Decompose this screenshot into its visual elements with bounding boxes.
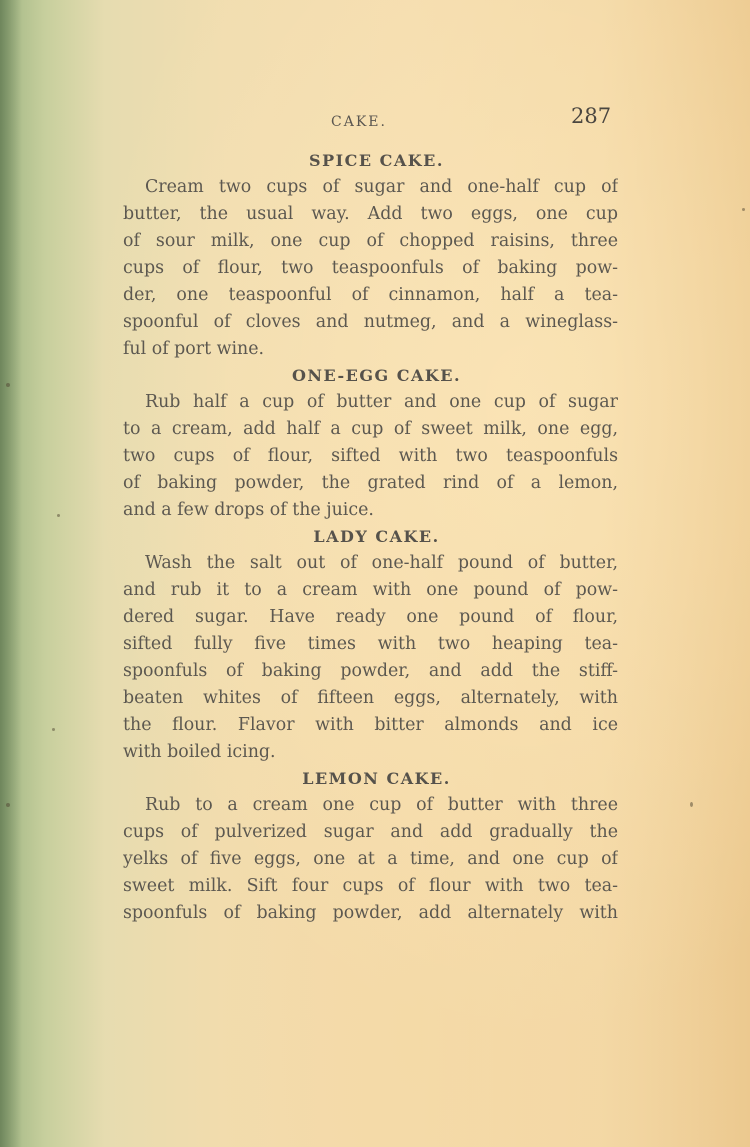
page-spine-shadow [0, 0, 22, 1147]
paper-speck [52, 728, 55, 731]
text-line: with boiled icing. [123, 742, 276, 762]
text-line: cups of pulverized sugar and add gradually the [123, 822, 618, 842]
text-line: and rub it to a cream with one pound of pow- [123, 580, 618, 600]
text-line: beaten whites of fifteen eggs, alternately, with [123, 688, 618, 708]
recipe-title: LADY CAKE. [313, 527, 440, 546]
recipe-text [123, 792, 618, 927]
paper-speck [57, 514, 60, 517]
text-line: ful of port wine. [123, 339, 265, 359]
recipe-title: SPICE CAKE. [309, 151, 444, 170]
paper-speck [6, 383, 10, 387]
text-line: of sour milk, one cup of chopped raisins, three [123, 231, 618, 251]
text-line: Rub half a cup of butter and one cup of sugar [145, 392, 618, 412]
recipe-text [123, 174, 618, 363]
recipe-text [123, 389, 618, 524]
recipe-title: LEMON CAKE. [302, 769, 451, 788]
running-head: CAKE. [331, 114, 387, 130]
paper-speck [6, 803, 10, 807]
text-line: Cream two cups of sugar and one-half cup of [145, 177, 618, 197]
paper-speck [690, 802, 693, 807]
recipe-lady-cake [123, 524, 618, 766]
text-line: sweet milk. Sift four cups of flour with two tea- [123, 876, 618, 896]
text-line: spoonfuls of baking powder, and add the stiff- [123, 661, 618, 681]
recipe-spice-cake [123, 148, 618, 363]
text-line: Wash the salt out of one-half pound of butter, [145, 553, 618, 573]
text-line: der, one teaspoonful of cinnamon, half a tea- [123, 285, 618, 305]
text-line: butter, the usual way. Add two eggs, one cup [123, 204, 618, 224]
text-line: cups of flour, two teaspoonfuls of baking pow- [123, 258, 618, 278]
text-line: sifted fully five times with two heaping tea- [123, 634, 618, 654]
text-line: Rub to a cream one cup of butter with three [145, 795, 618, 815]
text-line: dered sugar. Have ready one pound of flour, [123, 607, 618, 627]
page-header [0, 104, 750, 134]
text-line: of baking powder, the grated rind of a lemon, [123, 473, 618, 493]
text-line: the flour. Flavor with bitter almonds and ice [123, 715, 618, 735]
text-line: to a cream, add half a cup of sweet milk, one egg, [123, 419, 618, 439]
recipe-text [123, 550, 618, 766]
page-body [123, 148, 618, 927]
page-number: 287 [571, 104, 612, 128]
text-line: spoonfuls of baking powder, add alternately with [123, 903, 618, 923]
text-line: and a few drops of the juice. [123, 500, 374, 520]
text-line: two cups of flour, sifted with two teaspoonfuls [123, 446, 618, 466]
recipe-one-egg-cake [123, 363, 618, 524]
paper-speck [742, 208, 745, 211]
recipe-title: ONE-EGG CAKE. [291, 366, 462, 385]
recipe-lemon-cake [123, 766, 618, 927]
text-line: yelks of five eggs, one at a time, and one cup of [123, 849, 618, 869]
text-line: spoonful of cloves and nutmeg, and a wineglass- [123, 312, 618, 332]
